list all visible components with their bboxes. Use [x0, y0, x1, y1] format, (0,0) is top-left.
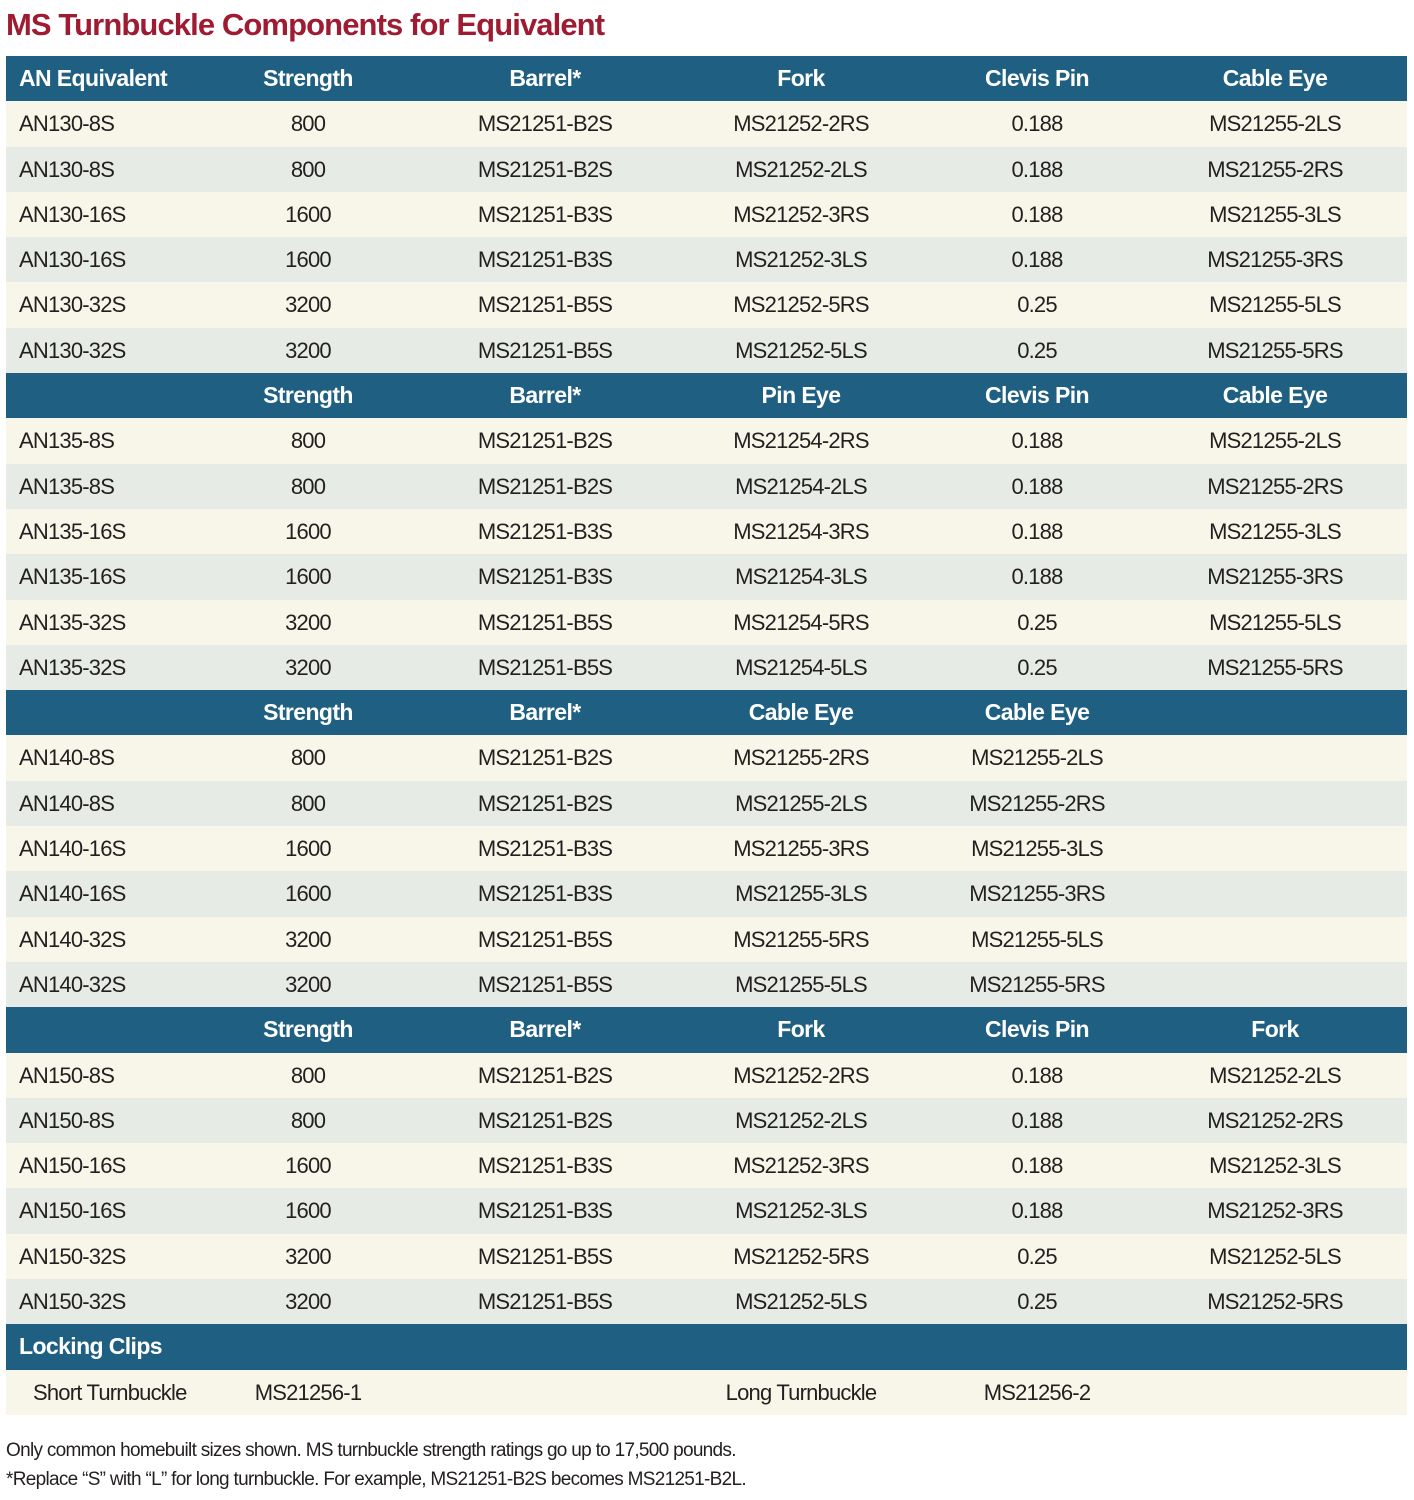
table-cell: 0.188 [1011, 564, 1063, 590]
table-row [6, 1053, 1407, 1098]
column-header: Barrel* [509, 699, 581, 726]
table-cell: AN140-32S [19, 926, 126, 952]
table-cell [1175, 962, 1375, 1007]
column-header: Fork [777, 1016, 825, 1043]
table-cell: MS21255-2LS [735, 790, 867, 816]
table-cell: MS21251-B3S [477, 247, 613, 273]
table-cell: 3200 [285, 1243, 331, 1269]
table-cell: 1600 [285, 881, 331, 907]
table-cell: MS21251-B2S [477, 156, 613, 182]
table-cell: MS21252-5RS [1207, 1289, 1343, 1315]
table-cell: MS21252-2RS [1207, 1107, 1343, 1133]
table-cell: MS21252-3RS [733, 201, 869, 227]
table-cell: 3200 [285, 971, 331, 997]
locking-clips-cell: MS21256-1 [254, 1379, 362, 1405]
table-cell: 0.188 [1011, 518, 1063, 544]
table-cell: 0.25 [1017, 609, 1057, 635]
table-row [6, 237, 1407, 282]
column-header [1175, 690, 1375, 735]
column-header: Strength [263, 699, 353, 726]
table-row [6, 1188, 1407, 1233]
table-cell: AN130-16S [19, 247, 126, 273]
table-row [6, 917, 1407, 962]
table-cell: 3200 [285, 609, 331, 635]
table-cell: MS21251-B5S [477, 609, 613, 635]
table-row [6, 554, 1407, 599]
locking-clips-header-row [6, 1324, 1407, 1369]
table-cell: AN150-32S [19, 1289, 126, 1315]
table-cell: MS21255-3RS [1207, 564, 1343, 590]
table-cell: 800 [290, 428, 326, 454]
table-row [6, 871, 1407, 916]
column-header: Fork [1251, 1016, 1299, 1043]
table-cell: AN150-16S [19, 1198, 126, 1224]
table-cell: 1600 [285, 201, 331, 227]
table-cell: MS21255-5LS [735, 971, 867, 997]
table-cell: MS21252-5RS [733, 292, 869, 318]
table-cell: AN150-32S [19, 1243, 126, 1269]
table-cell: MS21251-B5S [477, 1289, 613, 1315]
column-header: Strength [263, 382, 353, 409]
column-header: AN Equivalent [19, 65, 168, 91]
table-cell: MS21251-B2S [477, 745, 613, 771]
table-cell: 800 [290, 1062, 326, 1088]
table-cell: 0.25 [1017, 654, 1057, 680]
table-cell: MS21252-3RS [1207, 1198, 1343, 1224]
table-cell: MS21252-5LS [735, 1289, 867, 1315]
table-row [6, 147, 1407, 192]
table-cell: MS21252-2LS [735, 1107, 867, 1133]
table-cell: MS21251-B5S [477, 337, 613, 363]
table-cell: AN135-8S [19, 473, 115, 499]
table-cell: MS21251-B5S [477, 292, 613, 318]
table-cell: MS21255-5RS [969, 971, 1105, 997]
table-cell: AN135-32S [19, 609, 126, 635]
table-cell: MS21252-2RS [733, 111, 869, 137]
table-cell: 3200 [285, 292, 331, 318]
table-cell: AN130-32S [19, 337, 126, 363]
table-row [6, 418, 1407, 463]
table-cell: MS21255-3RS [969, 881, 1105, 907]
locking-clips-row [6, 1370, 1407, 1415]
table-cell: 1600 [285, 1198, 331, 1224]
section-header-row [6, 690, 1407, 735]
table-row [6, 464, 1407, 509]
table-cell: MS21255-3LS [971, 836, 1103, 862]
table-row [6, 1098, 1407, 1143]
table-cell: AN140-8S [19, 745, 115, 771]
column-header: Cable Eye [748, 699, 854, 726]
table-cell: MS21251-B2S [477, 1062, 613, 1088]
table-cell: 0.188 [1011, 201, 1063, 227]
column-header: Fork [777, 65, 825, 91]
table-cell: AN130-8S [19, 111, 115, 137]
locking-clips-cell: Long Turnbuckle [725, 1379, 877, 1405]
table-cell: 0.188 [1011, 473, 1063, 499]
table-cell: MS21255-2RS [969, 790, 1105, 816]
table-row [6, 101, 1407, 146]
table-cell: MS21252-3LS [735, 247, 867, 273]
table-cell: MS21255-3RS [1207, 247, 1343, 273]
table-row [6, 1143, 1407, 1188]
section-header-row [6, 373, 1407, 418]
table-cell: 800 [290, 745, 326, 771]
table-cell: MS21255-5LS [971, 926, 1103, 952]
table-cell: 0.188 [1011, 428, 1063, 454]
table-cell: MS21251-B2S [477, 111, 613, 137]
table-cell: 0.188 [1011, 156, 1063, 182]
table-cell: 3200 [285, 337, 331, 363]
locking-clips-header: Locking Clips [19, 1333, 162, 1360]
table-row [6, 645, 1407, 690]
table-cell: MS21255-5RS [733, 926, 869, 952]
table-cell: AN130-32S [19, 292, 126, 318]
column-header: Cable Eye [1222, 382, 1328, 409]
table-cell: MS21255-3LS [735, 881, 867, 907]
column-header: Barrel* [509, 1016, 581, 1043]
table-cell: 800 [290, 790, 326, 816]
table-cell: AN130-8S [19, 156, 115, 182]
table-cell: MS21254-5LS [735, 654, 867, 680]
table-cell: MS21255-2RS [733, 745, 869, 771]
table-row [6, 282, 1407, 327]
table-cell: MS21251-B3S [477, 201, 613, 227]
table-cell: MS21251-B5S [477, 971, 613, 997]
table-cell: MS21252-5LS [735, 337, 867, 363]
table-cell: 1600 [285, 1153, 331, 1179]
table-cell: MS21254-5RS [733, 609, 869, 635]
table-cell: MS21251-B3S [477, 518, 613, 544]
table-cell: AN130-16S [19, 201, 126, 227]
table-cell: AN140-32S [19, 971, 126, 997]
table-cell: 0.188 [1011, 247, 1063, 273]
column-header: Cable Eye [1222, 65, 1328, 91]
footnote-replace: *Replace “S” with “L” for long turnbuckle. For example, MS21251-B2S becomes MS21251-B2L. [6, 1469, 746, 1490]
table-row [6, 1279, 1407, 1324]
table-cell: AN140-16S [19, 881, 126, 907]
table-row [6, 600, 1407, 645]
table-cell: MS21255-3RS [733, 836, 869, 862]
table-cell: MS21251-B2S [477, 1107, 613, 1133]
table-cell: MS21255-2LS [1209, 428, 1341, 454]
table-cell: AN135-8S [19, 428, 115, 454]
table-row [6, 826, 1407, 871]
table-cell: AN135-16S [19, 518, 126, 544]
table-cell: MS21252-2LS [1209, 1062, 1341, 1088]
table-cell: MS21255-2LS [1209, 111, 1341, 137]
table-cell: 0.25 [1017, 337, 1057, 363]
table-row [6, 781, 1407, 826]
table-cell: MS21251-B3S [477, 881, 613, 907]
table-cell: MS21252-3RS [733, 1153, 869, 1179]
table-row [6, 509, 1407, 554]
table-cell: 3200 [285, 926, 331, 952]
table-cell: 800 [290, 156, 326, 182]
table-cell: AN150-16S [19, 1153, 126, 1179]
table-cell: MS21255-5LS [1209, 609, 1341, 635]
table-cell: MS21255-2LS [971, 745, 1103, 771]
table-cell: MS21255-2RS [1207, 473, 1343, 499]
table-cell: 800 [290, 473, 326, 499]
table-cell: MS21251-B5S [477, 654, 613, 680]
table-cell: MS21255-3LS [1209, 518, 1341, 544]
table-cell: 0.25 [1017, 292, 1057, 318]
table-row [6, 192, 1407, 237]
table-cell: 0.25 [1017, 1243, 1057, 1269]
table-cell: 0.188 [1011, 1107, 1063, 1133]
table-cell: AN140-8S [19, 790, 115, 816]
table-cell: MS21252-3LS [1209, 1153, 1341, 1179]
table-cell: MS21251-B3S [477, 564, 613, 590]
table-cell: 1600 [285, 518, 331, 544]
section-header-row [6, 1007, 1407, 1052]
table-cell: 800 [290, 111, 326, 137]
table-cell: MS21254-2LS [735, 473, 867, 499]
table-cell [1175, 917, 1375, 962]
table-cell: MS21252-3LS [735, 1198, 867, 1224]
column-header: Strength [263, 1016, 353, 1043]
table-cell: 3200 [285, 1289, 331, 1315]
table-cell: MS21254-3RS [733, 518, 869, 544]
column-header: Barrel* [509, 65, 581, 91]
column-header: Strength [263, 65, 353, 91]
table-row [6, 1234, 1407, 1279]
column-header: Clevis Pin [985, 382, 1089, 409]
page-title: MS Turnbuckle Components for Equivalent [6, 7, 605, 42]
footnotes [6, 1436, 746, 1494]
table-cell: MS21251-B5S [477, 1243, 613, 1269]
table-cell: MS21251-B5S [477, 926, 613, 952]
table-cell: MS21251-B3S [477, 1153, 613, 1179]
table-cell: MS21252-2RS [733, 1062, 869, 1088]
table-cell [1175, 781, 1375, 826]
table-cell: MS21251-B2S [477, 790, 613, 816]
table-cell: MS21252-5LS [1209, 1243, 1341, 1269]
table-cell: MS21255-2RS [1207, 156, 1343, 182]
table-cell: MS21254-3LS [735, 564, 867, 590]
table-cell: MS21255-5RS [1207, 654, 1343, 680]
table-cell: AN140-16S [19, 836, 126, 862]
table-cell: MS21251-B3S [477, 1198, 613, 1224]
table-cell [1175, 871, 1375, 916]
table-row [6, 962, 1407, 1007]
table-row [6, 735, 1407, 780]
locking-clips-cell: MS21256-2 [983, 1379, 1091, 1405]
table-cell: MS21255-5RS [1207, 337, 1343, 363]
table-cell: 0.25 [1017, 1289, 1057, 1315]
table-cell: 3200 [285, 654, 331, 680]
table-cell: AN150-8S [19, 1062, 115, 1088]
table-cell: MS21252-2LS [735, 156, 867, 182]
column-header: Barrel* [509, 382, 581, 409]
column-header: Cable Eye [984, 699, 1090, 726]
table-cell: MS21251-B2S [477, 473, 613, 499]
table-cell: 0.188 [1011, 1153, 1063, 1179]
table-cell: 1600 [285, 247, 331, 273]
table-cell: 1600 [285, 564, 331, 590]
table-cell: MS21255-5LS [1209, 292, 1341, 318]
table-cell: MS21252-5RS [733, 1243, 869, 1269]
table-cell: 0.188 [1011, 111, 1063, 137]
table-cell: 800 [290, 1107, 326, 1133]
table-cell: AN135-32S [19, 654, 126, 680]
column-header: Clevis Pin [985, 65, 1089, 91]
table-cell: 1600 [285, 836, 331, 862]
table-cell: MS21255-3LS [1209, 201, 1341, 227]
table-cell [1175, 826, 1375, 871]
table-cell: MS21251-B2S [477, 428, 613, 454]
column-header: Clevis Pin [985, 1016, 1089, 1043]
turnbuckle-table [6, 56, 1407, 1415]
table-cell: AN135-16S [19, 564, 126, 590]
table-cell: 0.188 [1011, 1062, 1063, 1088]
table-cell: MS21254-2RS [733, 428, 869, 454]
table-cell: MS21251-B3S [477, 836, 613, 862]
locking-clips-cell: Short Turnbuckle [33, 1379, 187, 1405]
table-cell: 0.188 [1011, 1198, 1063, 1224]
section-header-row [6, 56, 1407, 101]
footnote-sizes: Only common homebuilt sizes shown. MS turnbuckle strength ratings go up to 17,500 pounds. [6, 1440, 736, 1461]
column-header: Pin Eye [761, 382, 841, 409]
table-row [6, 328, 1407, 373]
table-cell [1175, 735, 1375, 780]
table-cell: AN150-8S [19, 1107, 115, 1133]
